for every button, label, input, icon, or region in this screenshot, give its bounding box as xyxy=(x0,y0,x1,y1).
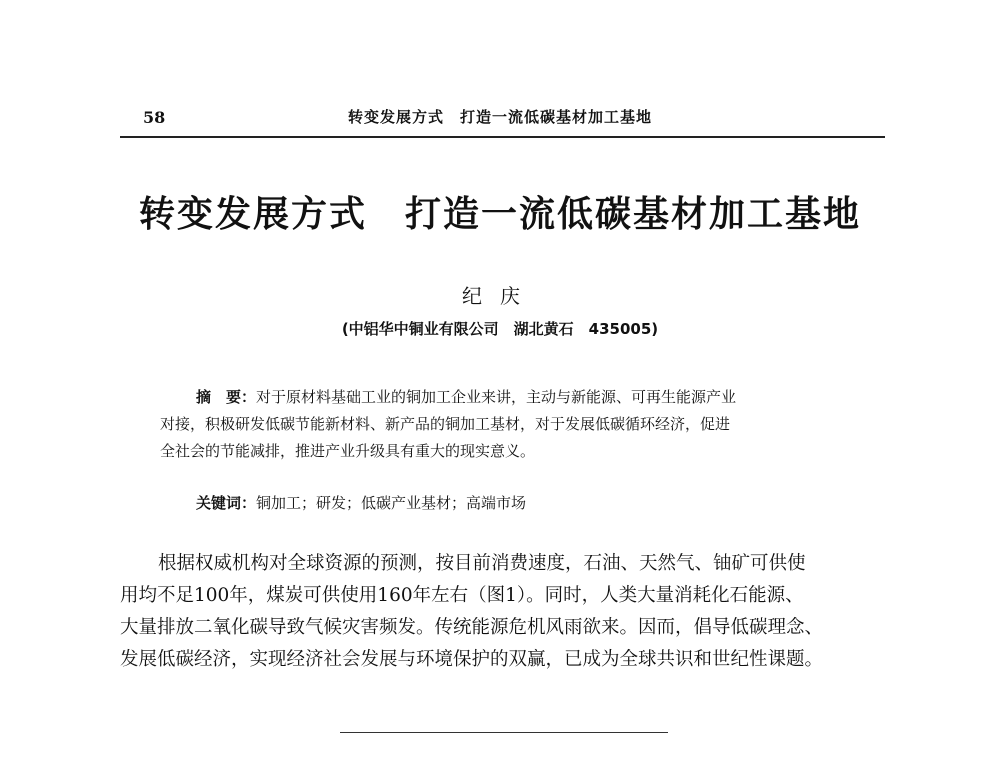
abstract-text: 对于原材料基础工业的铜加工企业来讲，主动与新能源、可再生能源产业 xyxy=(256,388,737,406)
author-name: 纪庆 xyxy=(462,284,538,308)
page-number: 58 xyxy=(143,108,166,127)
abstract-line: 对接，积极研发低碳节能新材料、新产品的铜加工基材，对于发展低碳循环经济，促进 xyxy=(160,415,731,433)
author-affiliation: (中铝华中铜业有限公司 湖北黄石 435005) xyxy=(341,320,659,338)
running-head: 转变发展方式 打造一流低碳基材加工基地 xyxy=(347,108,652,126)
abstract-line: 全社会的节能减排，推进产业升级具有重大的现实意义。 xyxy=(160,442,536,460)
abstract-label: 摘 要： xyxy=(196,388,257,406)
body-line: 大量排放二氧化碳导致气候灾害频发。传统能源危机风雨欲来。因而，倡导低碳理念、 xyxy=(120,617,824,638)
keywords xyxy=(196,492,526,513)
keywords-text: 铜加工；研发；低碳产业基材；高端市场 xyxy=(256,494,527,512)
article-title: 转变发展方式 打造一流低碳基材加工基地 xyxy=(138,193,861,235)
body-line: 根据权威机构对全球资源的预测，按目前消费速度，石油、天然气、铀矿可供使 xyxy=(158,553,806,574)
header-rule xyxy=(120,136,885,138)
body-paragraph xyxy=(120,548,890,676)
abstract xyxy=(160,384,860,465)
body-line: 用均不足100年，煤炭可供使用160年左右（图1）。同时，人类大量消耗化石能源、 xyxy=(120,585,804,606)
figure-top-rule xyxy=(340,732,668,733)
keywords-label: 关键词： xyxy=(196,494,257,512)
abstract-line xyxy=(160,384,860,411)
body-line: 发展低碳经济，实现经济社会发展与环境保护的双赢，已成为全球共识和世纪性课题。 xyxy=(120,649,824,670)
